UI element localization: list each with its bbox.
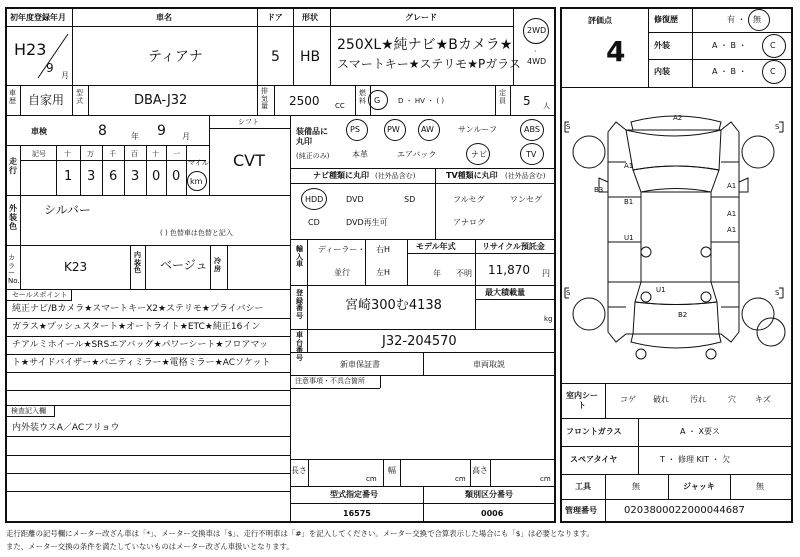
sales-line-4: ト★サイドバイザー★バニティミラー★電格ミラー★ACソケット — [12, 358, 271, 368]
usage-label: 車歴 — [9, 89, 16, 105]
inspection-month: 9 — [157, 123, 166, 139]
sales-line-3: チアルミホイール★SRSエアバッグ★パワーシート★フロアマッ — [12, 340, 269, 350]
overall-score: 4 — [606, 35, 626, 68]
equip-leather: 本革 — [352, 150, 368, 159]
left-hand-drive: 左H — [376, 268, 391, 277]
tv-fullseg: フルセグ — [453, 195, 485, 204]
class-no-value: 0006 — [481, 509, 504, 518]
equip-label: 装備品に丸印 — [296, 127, 328, 147]
navi-cd: CD — [308, 218, 320, 227]
exterior-grade-c: C — [770, 41, 776, 50]
navi-sd: SD — [404, 195, 416, 204]
seat-burn: コゲ — [620, 395, 636, 404]
import-label: 輸入車 — [296, 245, 303, 269]
sales-line-2: ガラス★プッシュスタート★オートライト★ETC★純正16イン — [12, 322, 261, 332]
height-label: 高さ — [472, 466, 488, 475]
diagram-label-a1-front-right: A1 — [727, 182, 737, 190]
equip-sub: (純正のみ) — [296, 152, 330, 160]
door-count: 5 — [271, 49, 280, 65]
navi-dvd: DVD — [346, 195, 364, 204]
diagram-label-a1-mid: A1 — [727, 210, 737, 218]
mileage-header-10man: 十 — [64, 150, 71, 158]
windshield-label: フロントガラス — [566, 427, 622, 436]
class-no-header: 類別区分番号 — [465, 490, 513, 499]
mileage-label: 走行 — [9, 157, 17, 175]
displacement-value: 2500 — [289, 94, 320, 108]
tv-oneseg: ワンセグ — [510, 195, 542, 204]
color-no-value: K23 — [64, 260, 88, 274]
diagram-label-a1-front-left: A1 — [624, 162, 634, 170]
interior-color-value: ベージュ — [160, 258, 208, 272]
management-number: 0203800022000044687 — [624, 505, 745, 516]
tv-analog: アナログ — [453, 218, 485, 227]
equip-abs: ABS — [524, 125, 540, 134]
inspector-note: 内外装ウスA／ACフリョウ — [12, 423, 120, 433]
footer-note-1: 走行距離の記号欄にメーター改ざん車は「*」、メーター交換車は「$」、走行不明車は「#」を記入してください。メーター交換で合算表示した場合にも「$」は必要となります。 — [6, 529, 594, 538]
type-no-value: 16575 — [343, 509, 371, 518]
fuel-options: D ・ HV ・ ( ) — [398, 97, 445, 105]
mileage-digit-5: 0 — [152, 169, 161, 184]
exterior-grade-ab: A ・ B ・ — [712, 41, 747, 50]
color-label: 外装色 — [9, 204, 17, 231]
model-year-unit: 年 — [433, 269, 441, 278]
footer-note-2: また、メーター交換の条件を満たしていないものはメーター改ざん車扱いとなります。 — [6, 542, 294, 551]
windshield-options: A ・ X要ス — [680, 427, 721, 436]
mileage-digit-6: 0 — [172, 169, 181, 184]
chassis-label: 車台番号 — [296, 331, 303, 363]
mileage-digit-3: 6 — [109, 169, 118, 184]
displacement-label: 排気量 — [261, 87, 268, 111]
mileage-header-man: 万 — [87, 150, 94, 158]
tv-note: (社外品含む) — [505, 172, 546, 180]
interior-grade-label: 内装 — [654, 67, 670, 76]
navi-header: ナビ種類に丸印 — [313, 171, 369, 180]
owner-manual: 車両取説 — [473, 360, 505, 369]
capacity-label: 定員 — [499, 89, 506, 105]
management-label: 管理番号 — [565, 506, 597, 515]
mileage-digit-1: 1 — [64, 169, 73, 184]
body-shape: HB — [300, 49, 321, 65]
grade-line-2: スマートキー★ステリモ★Pガラス — [337, 57, 521, 71]
shift-value: CVT — [233, 151, 265, 170]
diagram-label-u1-left: U1 — [624, 234, 634, 242]
kg-unit: kg — [544, 315, 553, 323]
first-reg-month: 9 — [46, 61, 54, 75]
mileage-header-juu: 十 — [152, 150, 159, 158]
inspection-year-unit: 年 — [131, 132, 139, 141]
interior-grade-c: C — [770, 67, 776, 76]
jack-value: 無 — [756, 482, 764, 491]
equip-pw: PW — [387, 125, 400, 134]
grade-line-1: 250XL★純ナビ★Bカメラ★ — [337, 37, 513, 53]
equip-ps: PS — [350, 125, 360, 134]
equip-airbag: エアバック — [397, 150, 437, 159]
model-label: 型式 — [76, 89, 83, 105]
diagram-label-u1-rear: U1 — [656, 286, 666, 294]
seat-tear: 破れ — [653, 395, 669, 404]
tv-header: TV種類に丸印 — [446, 171, 498, 180]
mileage-header-mile: マイル — [188, 159, 209, 167]
fuel-label: 燃料 — [359, 89, 366, 105]
new-warranty: 新車保証書 — [340, 360, 380, 369]
diagram-label-s-fl: S — [566, 123, 571, 131]
chassis-number: J32-204570 — [382, 334, 457, 349]
reg-number: 宮崎300む4138 — [345, 298, 442, 313]
tools-value: 無 — [632, 482, 640, 491]
seat-label: 室内シート — [566, 391, 598, 411]
mileage-header-ichi: 一 — [173, 150, 180, 158]
navi-hdd: HDD — [305, 195, 324, 204]
color-note: ( ) 色替車は色替と記入 — [160, 229, 233, 237]
diagram-label-b3: B3 — [594, 186, 604, 194]
equip-navi: ナビ — [471, 150, 487, 159]
import-parallel: 並行 — [334, 268, 350, 277]
score-header: 評価点 — [588, 16, 612, 25]
color-no-label: カラーNo. — [8, 254, 20, 286]
door-header: ドア — [267, 13, 283, 22]
recycle-header: リサイクル預託金 — [482, 242, 545, 251]
mileage-digit-4: 3 — [131, 169, 140, 184]
seat-scratch: キズ — [755, 395, 771, 404]
length-label: 長さ — [291, 466, 307, 475]
model-year-header: モデル年式 — [416, 242, 456, 251]
length-unit: cm — [366, 475, 377, 483]
inspection-year: 8 — [98, 123, 107, 139]
mileage-digit-2: 3 — [87, 169, 96, 184]
sales-header: セールスポイント — [12, 291, 68, 299]
month-unit: 月 — [61, 71, 69, 80]
ac-label: 冷房 — [214, 257, 221, 273]
color-value: シルバー — [44, 203, 91, 217]
car-damage-diagram — [561, 92, 792, 382]
diagram-label-s-rr: S — [775, 289, 780, 297]
inspection-label: 車検 — [31, 127, 47, 136]
tools-label: 工具 — [575, 482, 591, 491]
first-reg-header: 初年度登録年月 — [10, 13, 66, 22]
seat-stain: 汚れ — [690, 395, 706, 404]
grade-header: グレード — [405, 13, 437, 22]
recycle-unit: 円 — [542, 269, 550, 278]
drive-4wd: 4WD — [527, 57, 547, 66]
width-unit: cm — [455, 475, 466, 483]
model-code: DBA-J32 — [134, 93, 188, 108]
diagram-label-b1: B1 — [624, 198, 634, 206]
drive-2wd: 2WD — [527, 26, 547, 35]
diagram-label-s-rl: S — [566, 289, 571, 297]
sales-line-1: 純正ナビ/Bカメラ★スマートキーX2★ステリモ★プライバシー — [12, 304, 264, 314]
fuel-g: G — [374, 96, 381, 105]
capacity-value: 5 — [523, 94, 531, 108]
interior-grade-ab: A ・ B ・ — [712, 67, 747, 76]
exterior-grade-label: 外装 — [654, 41, 670, 50]
mileage-header-hyaku: 百 — [131, 150, 138, 158]
navi-note: (社外品含む) — [375, 172, 416, 180]
mileage-header-kigo: 記号 — [32, 150, 46, 158]
seat-hole: 穴 — [728, 395, 736, 404]
recycle-value: 11,870 — [488, 263, 530, 277]
diagram-label-a2: A2 — [673, 114, 683, 122]
diagram-label-s-fr: S — [775, 123, 780, 131]
inspector-header: 検査記入欄 — [11, 407, 46, 415]
model-year-value: 不明 — [456, 269, 472, 278]
repair-yes: 有 ・ — [727, 15, 746, 24]
first-reg-year: H23 — [14, 40, 47, 59]
diagram-label-a1-rear: A1 — [727, 226, 737, 234]
equip-sunroof: サンルーフ — [458, 125, 497, 134]
interior-color-label: 内装色 — [134, 251, 141, 275]
inspection-month-unit: 月 — [182, 132, 190, 141]
navi-dvd-playback: DVD再生可 — [346, 218, 388, 227]
car-name-header: 車名 — [156, 13, 172, 22]
import-dealer: ディーラー・ — [318, 245, 366, 254]
width-label: 幅 — [388, 466, 396, 475]
spare-tire-options: T ・ 修理 KIT ・ 欠 — [660, 455, 731, 464]
type-no-header: 型式指定番号 — [330, 490, 378, 499]
reg-label: 登録番号 — [296, 289, 303, 321]
km-unit: km — [190, 177, 203, 186]
shape-header: 形状 — [302, 13, 318, 22]
equip-tv: TV — [526, 150, 537, 159]
notes-header: 注意事項・不具合箇所 — [295, 377, 365, 385]
equip-aw: AW — [421, 125, 434, 134]
drive-separator: · — [534, 47, 537, 56]
jack-label: ジャッキ — [683, 482, 715, 491]
spare-tire-label: スペアタイヤ — [570, 455, 618, 464]
shift-header: シフト — [238, 118, 259, 126]
mileage-header-sen: 千 — [109, 150, 116, 158]
right-hand-drive: 右H — [376, 245, 391, 254]
max-load-header: 最大積載量 — [485, 288, 525, 297]
diagram-label-b2: B2 — [678, 311, 688, 319]
car-name: ティアナ — [148, 49, 203, 65]
height-unit: cm — [540, 475, 551, 483]
cc-unit: CC — [335, 102, 345, 110]
repair-no: 無 — [753, 15, 761, 24]
repair-history-label: 修復歴 — [654, 15, 678, 24]
capacity-unit: 人 — [543, 102, 550, 110]
usage-value: 自家用 — [28, 93, 65, 107]
